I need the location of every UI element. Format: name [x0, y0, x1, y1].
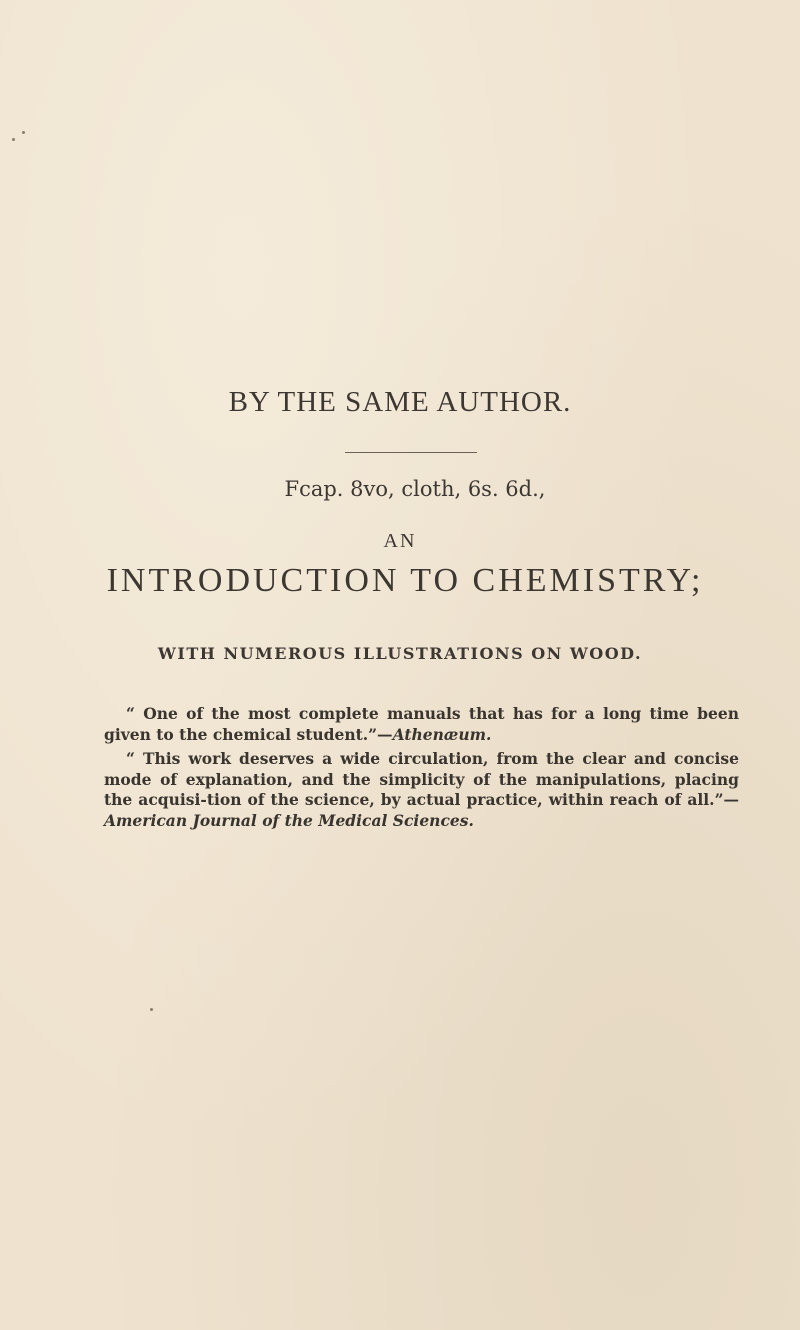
page-heading: BY THE SAME AUTHOR. [228, 386, 572, 418]
price-line: Fcap. 8vo, cloth, 6s. 6d., [284, 477, 546, 501]
review-quote-1-text: “ One of the most complete manuals that has for a long time been given to the chemical student.”— [104, 704, 739, 744]
review-quote-2-body [104, 749, 739, 831]
ink-speck [22, 131, 25, 134]
review-quote-2-source: American Journal of the Medical Sciences. [104, 810, 474, 830]
title-article: AN [383, 530, 417, 552]
review-quote-1-source: Athenæum. [392, 724, 492, 744]
review-quote-2-text: “ This work deserves a wide circulation, from the clear and concise mode of explanation, and the simplicity of the manipulations, placing the acquisi-tion of the science, by actual practice, within reach of all.”— [104, 749, 739, 809]
review-quote-1 [104, 704, 739, 745]
ink-speck [150, 1008, 153, 1011]
book-subtitle: WITH NUMEROUS ILLUSTRATIONS ON WOOD. [157, 644, 643, 663]
book-title: INTRODUCTION TO CHEMISTRY; [106, 562, 704, 599]
ink-speck [12, 138, 15, 141]
review-quote-1-body [104, 704, 739, 745]
divider-rule [345, 452, 477, 453]
review-quote-2 [104, 749, 739, 831]
